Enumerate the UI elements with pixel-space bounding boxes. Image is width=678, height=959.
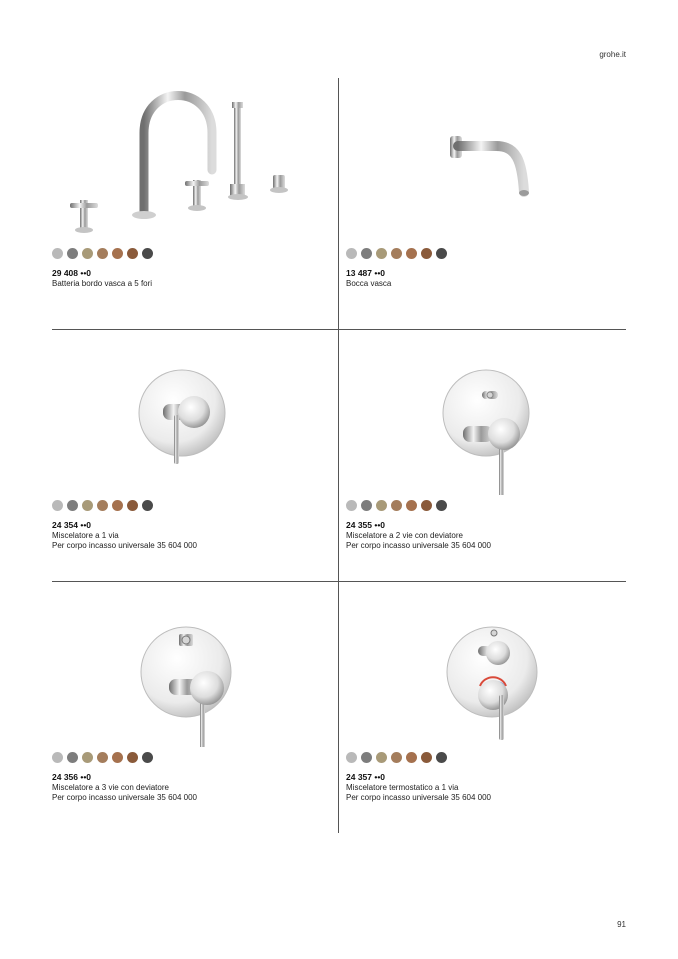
site-url[interactable]: grohe.it (599, 50, 626, 59)
product-note: Per corpo incasso universale 35 604 000 (52, 541, 197, 550)
product-card[interactable] (346, 78, 632, 330)
finish-swatch[interactable] (142, 248, 153, 259)
finish-swatch[interactable] (436, 248, 447, 259)
color-swatches (346, 500, 447, 512)
vertical-divider (338, 78, 339, 833)
finish-swatch[interactable] (82, 500, 93, 511)
product-description: Bocca vasca (346, 279, 392, 288)
finish-swatch[interactable] (127, 752, 138, 763)
product-code: 24 354 ••0 (52, 520, 92, 530)
bath-spout-image (346, 78, 632, 243)
finish-swatch[interactable] (67, 248, 78, 259)
thermostatic-mixer-image (346, 582, 632, 747)
finish-swatch[interactable] (376, 248, 387, 259)
finish-swatch[interactable] (112, 500, 123, 511)
finish-swatch[interactable] (376, 752, 387, 763)
finish-swatch[interactable] (406, 500, 417, 511)
page-number: 91 (617, 920, 626, 929)
finish-swatch[interactable] (97, 248, 108, 259)
finish-swatch[interactable] (346, 752, 357, 763)
single-lever-mixer-image (52, 330, 338, 495)
product-note: Per corpo incasso universale 35 604 000 (52, 793, 197, 802)
finish-swatch[interactable] (97, 752, 108, 763)
product-description: Miscelatore a 3 vie con deviatore (52, 783, 169, 792)
finish-swatch[interactable] (406, 752, 417, 763)
product-card[interactable] (346, 582, 632, 834)
bath-filler-5-hole-image (52, 78, 338, 243)
color-swatches (52, 248, 153, 260)
two-way-diverter-mixer-image (346, 330, 632, 495)
finish-swatch[interactable] (67, 500, 78, 511)
finish-swatch[interactable] (112, 752, 123, 763)
finish-swatch[interactable] (361, 752, 372, 763)
finish-swatch[interactable] (391, 500, 402, 511)
product-description: Miscelatore a 2 vie con deviatore (346, 531, 463, 540)
finish-swatch[interactable] (67, 752, 78, 763)
finish-swatch[interactable] (391, 752, 402, 763)
finish-swatch[interactable] (406, 248, 417, 259)
finish-swatch[interactable] (436, 752, 447, 763)
product-code: 29 408 ••0 (52, 268, 92, 278)
product-note: Per corpo incasso universale 35 604 000 (346, 793, 491, 802)
finish-swatch[interactable] (376, 500, 387, 511)
color-swatches (52, 752, 153, 764)
finish-swatch[interactable] (112, 248, 123, 259)
product-card[interactable] (346, 330, 632, 582)
color-swatches (346, 752, 447, 764)
product-card[interactable] (52, 330, 338, 582)
finish-swatch[interactable] (391, 248, 402, 259)
finish-swatch[interactable] (421, 500, 432, 511)
finish-swatch[interactable] (52, 500, 63, 511)
finish-swatch[interactable] (82, 752, 93, 763)
finish-swatch[interactable] (127, 248, 138, 259)
product-code: 24 357 ••0 (346, 772, 386, 782)
finish-swatch[interactable] (346, 500, 357, 511)
finish-swatch[interactable] (361, 500, 372, 511)
product-description: Batteria bordo vasca a 5 fori (52, 279, 153, 288)
finish-swatch[interactable] (142, 752, 153, 763)
finish-swatch[interactable] (346, 248, 357, 259)
product-card[interactable] (52, 78, 338, 330)
finish-swatch[interactable] (52, 752, 63, 763)
finish-swatch[interactable] (421, 752, 432, 763)
finish-swatch[interactable] (127, 500, 138, 511)
finish-swatch[interactable] (421, 248, 432, 259)
color-swatches (52, 500, 153, 512)
color-swatches (346, 248, 447, 260)
product-card[interactable] (52, 582, 338, 834)
finish-swatch[interactable] (361, 248, 372, 259)
product-note: Per corpo incasso universale 35 604 000 (346, 541, 491, 550)
finish-swatch[interactable] (436, 500, 447, 511)
product-code: 24 355 ••0 (346, 520, 386, 530)
finish-swatch[interactable] (142, 500, 153, 511)
finish-swatch[interactable] (52, 248, 63, 259)
product-code: 24 356 ••0 (52, 772, 92, 782)
product-description: Miscelatore a 1 via (52, 531, 119, 540)
product-description: Miscelatore termostatico a 1 via (346, 783, 459, 792)
product-code: 13 487 ••0 (346, 268, 386, 278)
finish-swatch[interactable] (97, 500, 108, 511)
finish-swatch[interactable] (82, 248, 93, 259)
three-way-diverter-mixer-image (52, 582, 338, 747)
